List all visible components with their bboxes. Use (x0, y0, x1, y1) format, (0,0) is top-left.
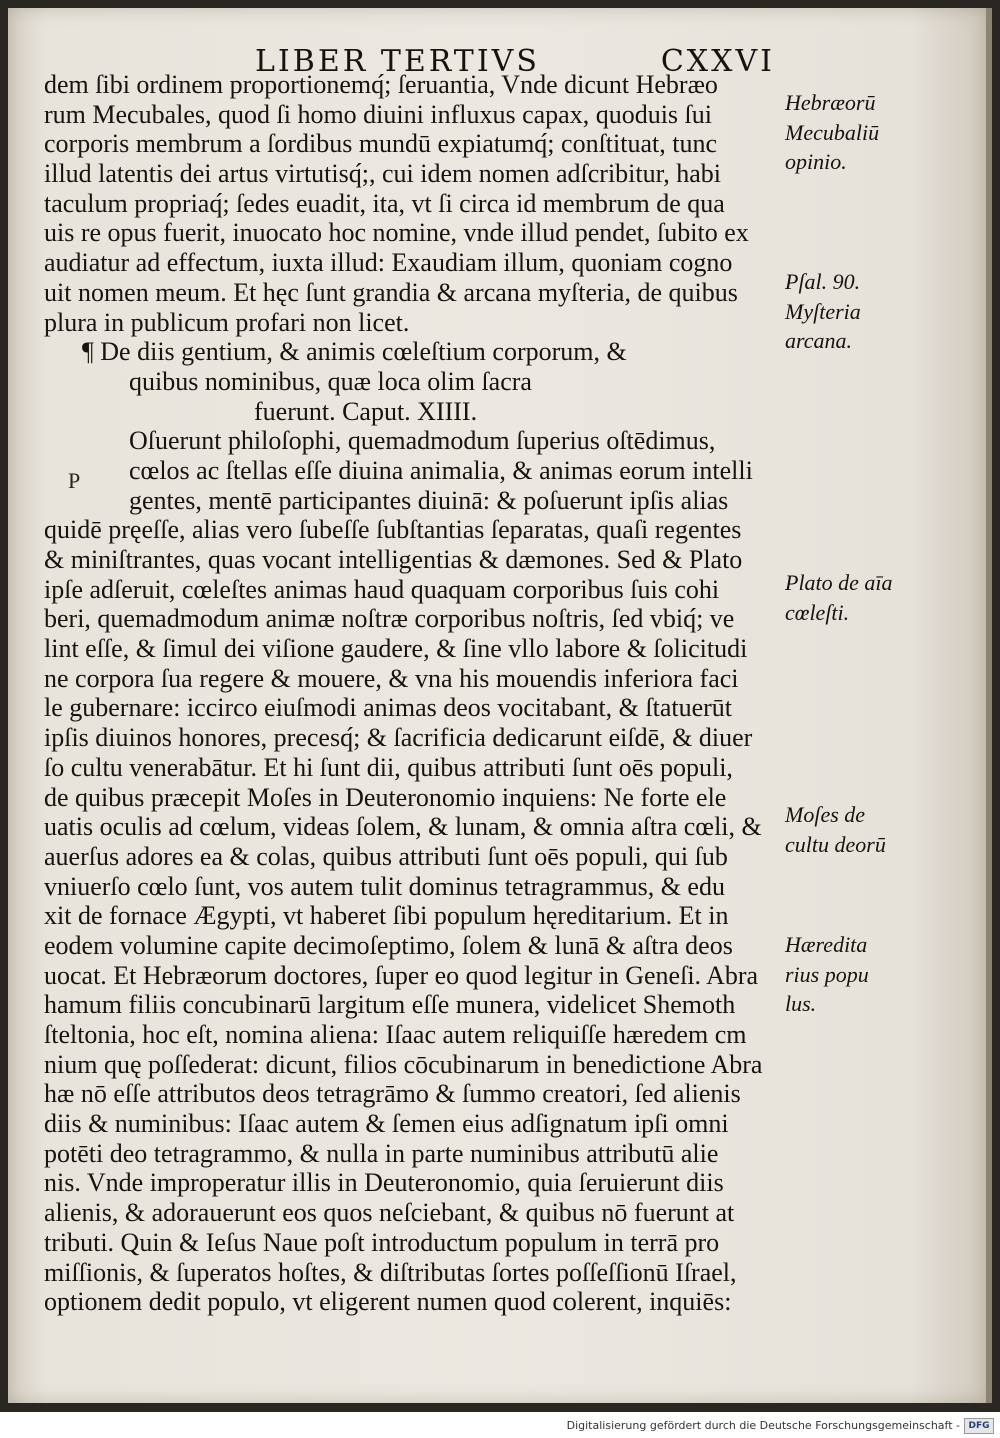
text-line: uocat. Et Hebræorum doctores, ſuper eo quod legitur in Geneſi. Abra (44, 960, 759, 990)
marginal-note-mecubales: Hebræorū Mecubaliū opinio. (785, 90, 880, 175)
text-line: vniuerſo cœlo ſunt, vos autem tulit dominus tetragrammus, & edu (44, 871, 725, 901)
text-line: cœlos ac ſtellas eſſe diuina animalia, & animas eorum intelli (129, 455, 753, 485)
text-line: & miniſtrantes, quas vocant intelligentias & dæmones. Sed & Plato (44, 545, 743, 574)
initial-guide-letter: P (68, 468, 81, 493)
dfg-logo-icon: DFG (964, 1418, 994, 1434)
text-line: rum Mecubales, quod ſi homo diuini influxus capax, quoduis ſui (44, 99, 712, 129)
text-line: gentes, mentē participantes diuinā: & poſuerunt ipſis alias (129, 485, 729, 515)
text-line: uit nomen meum. Et hęc ſunt grandia & arcana myſteria, de quibus (44, 277, 738, 307)
text-line: hamum filiis concubinarū largitum eſſe munera, videlicet Shemoth (44, 990, 736, 1020)
text-line: uatis oculis ad cœlum, videas ſolem, & lunam, & omnia aſtra cœli, & (44, 812, 762, 842)
folio-number: CXXVI (660, 44, 775, 79)
text-line: ipſe adſeruit, cœleſtes animas haud quaquam corporibus ſuis cohi (44, 574, 720, 604)
text-line: ipſis diuinos honores, precesq́; & ſacrificia dedicarunt eiſdē, & diuer (44, 723, 753, 753)
chapter-heading-line: fuerunt. Caput. XIIII. (254, 396, 478, 426)
text-line: dem ſibi ordinem proportionemq́; ſeruantia, Vnde dicunt Hebræo (44, 70, 718, 99)
page-edge (986, 8, 992, 1403)
pilcrow-mark: ¶ (82, 337, 94, 367)
chapter-heading-line: quibus nominibus, quæ loca olim ſacra (129, 366, 532, 396)
running-title: LIBER TERTIVS (255, 44, 540, 79)
text-line: xit de fornace Ægypti, vt haberet ſibi populum hęreditarium. Et in (44, 901, 729, 931)
text-line: corporis membrum a ſordibus mundū expiatumq́; conſtituat, tunc (44, 129, 717, 159)
text-line: taculum propriaq́; ſedes euadit, ita, vt ſi circa id membrum de qua (44, 188, 725, 218)
text-line: ne corpora ſua regere & mouere, & vna his mouendis inferiora faci (44, 663, 739, 693)
text-line: le gubernare: iccirco eiuſmodi animas deos vocitabant, & ſtatuerūt (44, 693, 733, 723)
text-line: nium quę poſſederat: dicunt, filios cōcubinarum in benedictione Abra (44, 1049, 763, 1079)
text-line: hæ nō eſſe attributos deos tetragrāmo & ſummo creatori, ſed alienis (44, 1079, 741, 1109)
text-line: audiatur ad effectum, iuxta illud: Exaudiam illum, quoniam cogno (44, 248, 733, 278)
text-line: beri, quemadmodum animæ noſtræ corporibus noſtris, ſed vbiq́; ve (44, 604, 735, 634)
marginal-note-plato: Plato de aīa cœleſti. (785, 570, 893, 625)
text-line: miſſionis, & ſuperatos hoſtes, & diſtributas ſortes poſſeſſionū Iſrael, (44, 1257, 737, 1287)
text-line: de quibus præcepit Moſes in Deuteronomio inquiens: Ne forte ele (44, 782, 727, 812)
text-line: Oſuerunt philoſophi, quemadmodum ſuperius oſtēdimus, (129, 426, 716, 456)
text-line: alienis, & adorauerunt eos quos neſciebant, & quibus nō fuerunt at (44, 1198, 735, 1228)
marginal-note-hereditary: Hæredita rius popu lus. (785, 932, 869, 1017)
text-line: illud latentis dei artus virtutisq́;, cui idem nomen adſcribitur, habi (44, 159, 721, 189)
text-line: potēti deo tetragrammo, & nulla in parte numinibus attributū alie (44, 1138, 719, 1168)
digitization-footer (0, 1414, 1000, 1438)
text-line: diis & numinibus: Iſaac autem & ſemen eius adſignatum ipſi omni (44, 1109, 729, 1139)
text-line: eodem volumine capite decimoſeptimo, ſolem & lunā & aſtra deos (44, 930, 733, 960)
text-line: quidē pręeſſe, alias vero ſubeſſe ſubſtantias ſeparatas, quaſi regentes (44, 515, 742, 545)
chapter-heading-line: ¶ De diis gentium, & animis cœleſtium corporum, & (82, 337, 627, 367)
text-line: plura in publicum profari non licet. (44, 307, 410, 337)
funding-credit: Digitalisierung gefördert durch die Deutsche Forschungsgemeinschaft - (566, 1419, 960, 1432)
text-line: nis. Vnde improperatur illis in Deuteronomio, quia ſeruierunt diis (44, 1168, 724, 1198)
text-line: optionem dedit populo, vt eligerent numen quod colerent, inquiēs: (44, 1287, 732, 1317)
text-line: auerſus adores ea & colas, quibus attributi ſunt oēs populi, qui ſub (44, 841, 728, 871)
main-text-block (44, 70, 784, 1317)
text-line: ſo cultu venerabātur. Et hi ſunt dii, quibus attributi ſunt oēs populi, (44, 752, 733, 782)
text-line: lint eſſe, & ſimul dei viſione gaudere, & ſine vllo labore & ſolicitudi (44, 634, 748, 664)
text-line: uis re opus fuerit, inuocato hoc nomine, vnde illud pendet, ſubito ex (44, 218, 749, 248)
marginal-note-moses: Moſes de cultu deorū (785, 802, 886, 857)
text-line: tributi. Quin & Ieſus Naue poſt introductum populum in terrā pro (44, 1227, 720, 1257)
marginal-note-psalm: Pſal. 90. Myſteria arcana. (785, 269, 861, 354)
text-line: ſteltonia, hoc eſt, nomina aliena: Iſaac autem reliquiſſe hæredem cm (44, 1020, 747, 1049)
